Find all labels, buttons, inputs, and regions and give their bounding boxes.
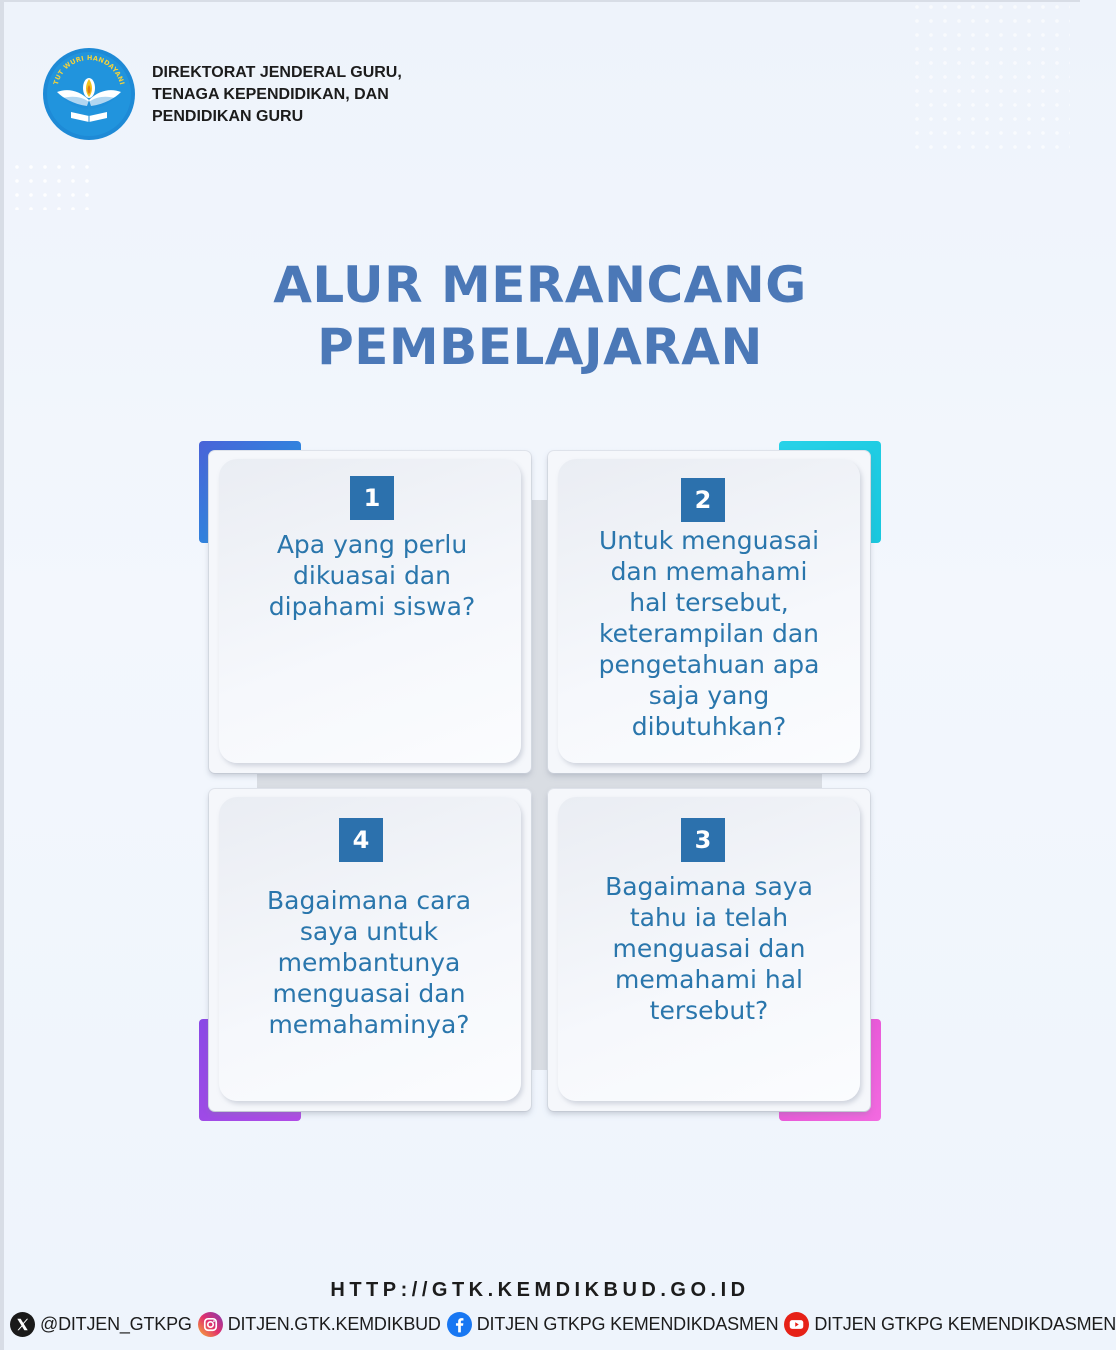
step-question [548,871,870,1026]
instagram-icon [198,1312,223,1337]
social-label: DITJEN GTKPG KEMENDIKDASMEN [814,1313,1116,1334]
social-link-youtube[interactable] [784,1312,1116,1337]
step-question-line: dikuasai dan [293,561,451,590]
website-link[interactable]: HTTP://GTK.KEMDIKBUD.GO.ID [330,1279,750,1301]
step-question [208,885,530,1040]
social-link-facebook[interactable] [447,1312,779,1337]
step-question-line: memahaminya? [268,1010,470,1039]
step-question-line: dibutuhkan? [631,712,787,741]
step-question [548,525,870,742]
social-label: DITJEN GTKPG KEMENDIKDASMEN [476,1313,779,1334]
step-question [211,529,533,622]
step-question-line: saja yang [648,681,770,710]
step-question-line: membantunya [277,948,461,977]
logo-motto: TUT WURI HANDAYANI [51,53,127,86]
social-link-instagram[interactable] [198,1312,441,1337]
organization-name-line: TENAGA KEPENDIDIKAN, DAN [152,86,389,103]
step-question-line: Apa yang perlu [276,530,468,559]
tut-wuri-handayani-logo [43,48,135,140]
x-icon [10,1312,35,1337]
page-title-line: ALUR MERANCANG [273,256,807,314]
step-question-line: tahu ia telah [629,903,789,932]
step-card-4 [209,789,531,1111]
step-number-badge: 3 [681,818,725,862]
organization-name-line: DIREKTORAT JENDERAL GURU, [152,64,402,81]
step-number-badge: 1 [350,476,394,520]
decorative-dots [910,0,1070,150]
step-question-line: Untuk menguasai [598,526,820,555]
step-number-badge: 4 [339,818,383,862]
step-question-line: menguasai dan [272,979,466,1008]
social-link-x[interactable] [10,1312,192,1337]
step-question-line: menguasai dan [612,934,806,963]
step-card-1 [209,451,531,773]
social-links [10,1310,1116,1338]
organization-name-line: PENDIDIKAN GURU [152,108,304,125]
step-question-line: keterampilan dan [598,619,819,648]
step-question-line: memahami hal [615,965,803,994]
youtube-icon [784,1312,809,1337]
step-number-badge: 2 [681,478,725,522]
facebook-icon [447,1312,472,1337]
page-title-line: PEMBELAJARAN [317,318,763,376]
step-question-line: pengetahuan apa [598,650,820,679]
social-label: @DITJEN_GTKPG [40,1313,192,1334]
step-question-line: dan memahami [610,557,808,586]
decorative-dots [10,160,90,210]
step-question-line: saya untuk [299,917,439,946]
step-question-line: Bagaimana saya [605,872,813,901]
step-question-line: Bagaimana cara [266,886,472,915]
step-question-line: tersebut? [649,996,769,1025]
page-title [140,254,940,378]
step-question-line: dipahami siswa? [268,592,476,621]
social-label: DITJEN.GTK.KEMDIKBUD [227,1313,441,1334]
step-card-2 [548,451,870,773]
step-card-3 [548,789,870,1111]
step-question-line: hal tersebut, [629,588,789,617]
organization-name [152,62,472,128]
